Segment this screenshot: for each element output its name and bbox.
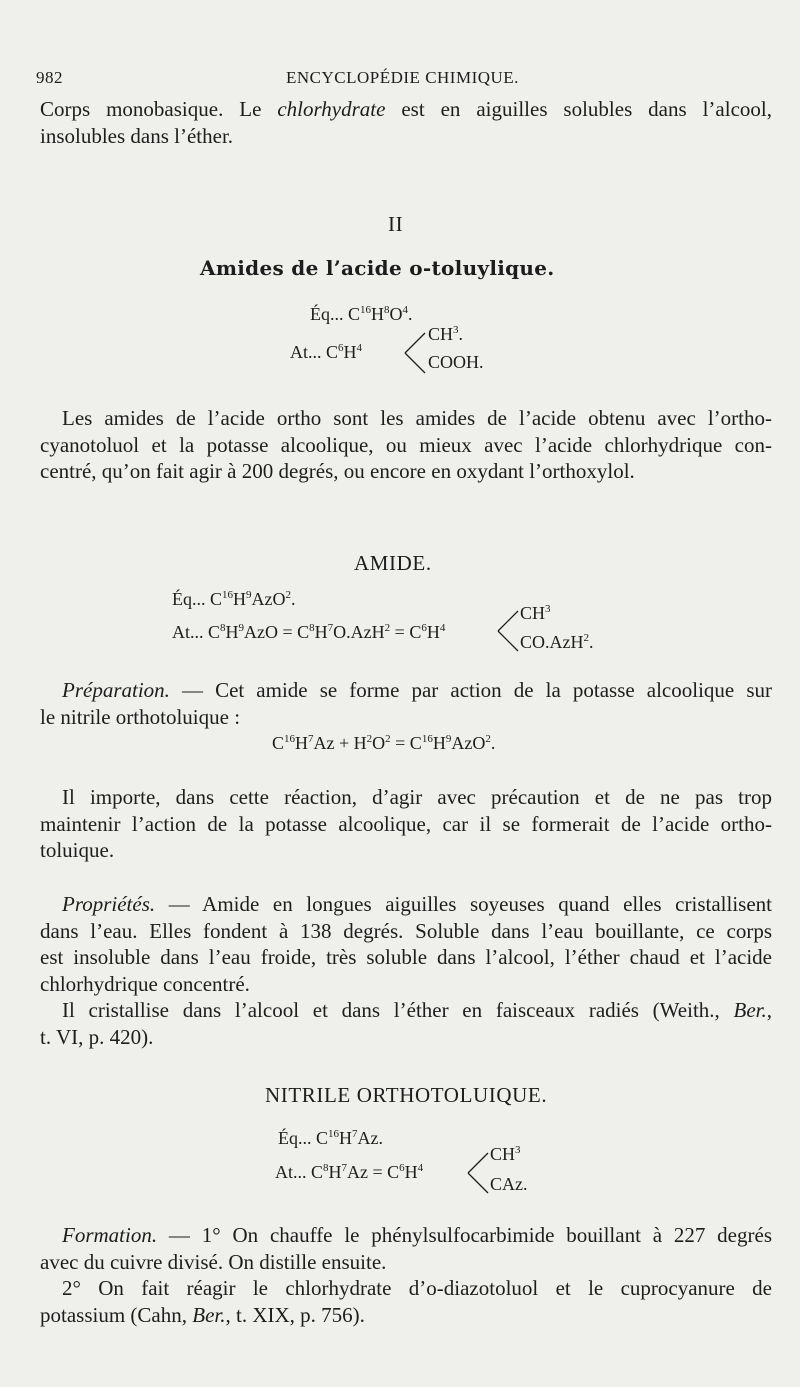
formula-sup: 6 (421, 622, 427, 634)
section2-paragraph (40, 405, 772, 485)
formula-text: C (272, 733, 285, 753)
paragraph-text: , t. XIX, p. 756). (225, 1302, 365, 1327)
journal-abbrev: Ber. (733, 998, 767, 1022)
amide-heading: AMIDE. (354, 551, 432, 575)
page-number: 982 (36, 68, 63, 87)
formula-sup: 8 (323, 1162, 329, 1174)
intro-text: Corps monobasique. Le (40, 97, 278, 121)
formation2-paragraph (40, 1275, 772, 1328)
paragraph-text: — 1° On chauffe le phénylsulfocarbimide bouillant à 227 degrés (157, 1223, 772, 1247)
structural-branch (403, 330, 427, 376)
section-numeral: II (388, 212, 404, 236)
section-title: Amides de l’acide o-toluylique. (200, 256, 555, 280)
paragraph-line: dans l’eau. Elles fondent à 138 degrés. Soluble dans l’eau bouillante, ce corps (40, 918, 772, 943)
formula-text: H (426, 622, 440, 642)
formula-text: At... C (275, 1162, 324, 1182)
formula-text: H (314, 622, 328, 642)
intro-paragraph (40, 96, 772, 149)
formula-text: AzO (451, 733, 486, 753)
branch-bottom-group (520, 632, 594, 653)
structural-branch (496, 608, 520, 654)
formula-sup: 7 (308, 733, 314, 745)
preparation-paragraph (40, 677, 772, 730)
formula-sup: 4 (439, 622, 446, 634)
formula-sup: 4 (417, 1162, 424, 1174)
formula-sup: 3 (453, 324, 459, 336)
formula-sup: 2 (285, 589, 292, 601)
formula-text: CH (520, 603, 546, 623)
formula-text: Éq... C (278, 1128, 329, 1148)
amide-at-formula (172, 622, 445, 643)
formula-text: CH (428, 324, 454, 344)
formula-sup: 16 (421, 733, 433, 745)
paragraph-line: le nitrile orthotoluique : (40, 704, 241, 729)
formula-sup: 2 (384, 622, 391, 634)
formation-paragraph (40, 1222, 772, 1275)
formula-sup: 16 (222, 589, 234, 601)
formula-text: O (389, 304, 403, 324)
formula-text: AzO = C (244, 622, 310, 642)
formula-sup: 9 (445, 733, 452, 745)
formula-sup: 6 (399, 1162, 405, 1174)
paragraph-text: — Cet amide se forme par action de la potasse alcoolique sur (169, 678, 772, 702)
formula-sup: 9 (238, 622, 245, 634)
formula-text: AzO (251, 589, 286, 609)
nitrile-eq-formula (278, 1128, 383, 1149)
formula-text: . (458, 324, 464, 344)
formula-sup: 6 (338, 342, 344, 354)
formula-sup: 4 (402, 304, 409, 316)
formula-sup: 7 (341, 1162, 348, 1174)
formula-text: H (295, 733, 309, 753)
journal-abbrev: Ber. (192, 1302, 226, 1327)
formula-text: CH (490, 1144, 516, 1164)
branch-bottom-group: CAz. (490, 1174, 528, 1194)
branch-top-group (520, 603, 551, 624)
paragraph-line: Il importe, dans cette réaction, d’agir avec précaution et de ne pas trop (62, 785, 772, 809)
formation-label: Formation. (62, 1223, 158, 1247)
section2-eq-formula (310, 304, 413, 325)
paragraph-text: — Amide en longues aiguilles soyeuses quand elles cristallisent (155, 892, 772, 916)
formula-text: Éq... C (172, 589, 223, 609)
intro-text: est en aiguilles solubles dans l’alcool, (385, 97, 772, 121)
formula-text: CO.AzH (520, 632, 584, 652)
properties-label: Propriétés. (62, 892, 156, 916)
formula-sup: 8 (309, 622, 315, 634)
section2-at-formula (290, 342, 362, 363)
properties-paragraph (40, 891, 772, 997)
formula-sup: 16 (360, 304, 372, 316)
intro-italic-term: chlorhydrate (277, 97, 386, 121)
intro-line: insolubles dans l’éther. (40, 123, 234, 148)
formula-text: Az. (357, 1128, 384, 1148)
formula-text: At... C (172, 622, 221, 642)
formula-text: H (432, 733, 446, 753)
paragraph-text: , (766, 998, 772, 1022)
formula-sup: 9 (246, 589, 252, 601)
formula-text: H (371, 304, 385, 324)
formula-text: H (343, 342, 357, 362)
formula-text: H (328, 1162, 342, 1182)
formula-text: H (339, 1128, 353, 1148)
running-title: ENCYCLOPÉDIE CHIMIQUE. (286, 68, 519, 87)
formula-text: = C (390, 733, 422, 753)
formula-text: . (589, 632, 594, 652)
formula-text: . (291, 589, 296, 609)
crystallisation-paragraph (40, 997, 772, 1050)
paragraph-line: avec du cuivre divisé. On distille ensuite. (40, 1249, 387, 1274)
formula-sup: 3 (545, 603, 551, 615)
nitrile-heading: NITRILE ORTHOTOLUIQUE. (265, 1083, 548, 1107)
formula-sup: 7 (352, 1128, 358, 1140)
formula-sup: 16 (328, 1128, 340, 1140)
formula-sup: 2 (583, 632, 589, 644)
paragraph-line: est insoluble dans l’eau froide, très soluble dans l’alcool, l’éther chaud et l’acide (40, 945, 772, 969)
formula-text: H (225, 622, 239, 642)
paragraph-line (40, 1302, 772, 1329)
formula-sup: 2 (366, 733, 373, 745)
formula-sup: 8 (384, 304, 390, 316)
structural-branch (466, 1150, 490, 1196)
formula-text: Éq... C (310, 304, 361, 324)
paragraph-line: centré, qu’on fait agir à 200 degrés, ou encore en oxydant l’orthoxylol. (40, 459, 635, 483)
formula-sup: 7 (327, 622, 334, 634)
formula-text: O (372, 733, 386, 753)
paragraph-line: maintenir l’action de la potasse alcoolique, car il se formerait de l’acide ortho- (40, 811, 772, 836)
paragraph-line: chlorhydrique concentré. (40, 971, 250, 996)
formula-sup: 16 (284, 733, 296, 745)
paragraph-line: toluique. (40, 838, 115, 862)
formula-text: At... C (290, 342, 339, 362)
formula-text: Az + H (313, 733, 367, 753)
paragraph-line: Les amides de l’acide ortho sont les amides de l’acide obtenu avec l’ortho- (62, 406, 772, 430)
paragraph-line: cyanotoluol et la potasse alcoolique, ou mieux avec l’acide chlorhydrique con- (40, 432, 772, 457)
warning-paragraph (40, 784, 772, 864)
reaction-equation (272, 733, 495, 754)
formula-text: = C (390, 622, 422, 642)
formula-text: O.AzH (333, 622, 385, 642)
paragraph-line: t. VI, p. 420). (40, 1024, 154, 1049)
nitrile-at-formula (275, 1162, 423, 1183)
formula-text: H (404, 1162, 418, 1182)
formula-text: . (408, 304, 413, 324)
paragraph-text: Il cristallise dans l’alcool et dans l’éther en faisceaux radiés (Weith., (62, 998, 734, 1022)
branch-top-group (428, 324, 463, 345)
formula-sup: 2 (385, 733, 391, 745)
formula-sup: 3 (515, 1144, 521, 1156)
formula-text: Az = C (347, 1162, 400, 1182)
formula-text: . (490, 733, 496, 753)
formula-sup: 2 (485, 733, 491, 745)
branch-bottom-group: COOH. (428, 352, 484, 372)
branch-top-group (490, 1144, 521, 1165)
formula-sup: 8 (220, 622, 226, 634)
preparation-label: Préparation. (62, 678, 170, 702)
formula-text: H (233, 589, 247, 609)
paragraph-line: 2° On fait réagir le chlorhydrate d’o-diazotoluol et le cuprocyanure de (62, 1276, 772, 1300)
amide-eq-formula (172, 589, 296, 610)
formula-sup: 4 (356, 342, 363, 354)
paragraph-text: potassium (Cahn, (40, 1302, 193, 1327)
